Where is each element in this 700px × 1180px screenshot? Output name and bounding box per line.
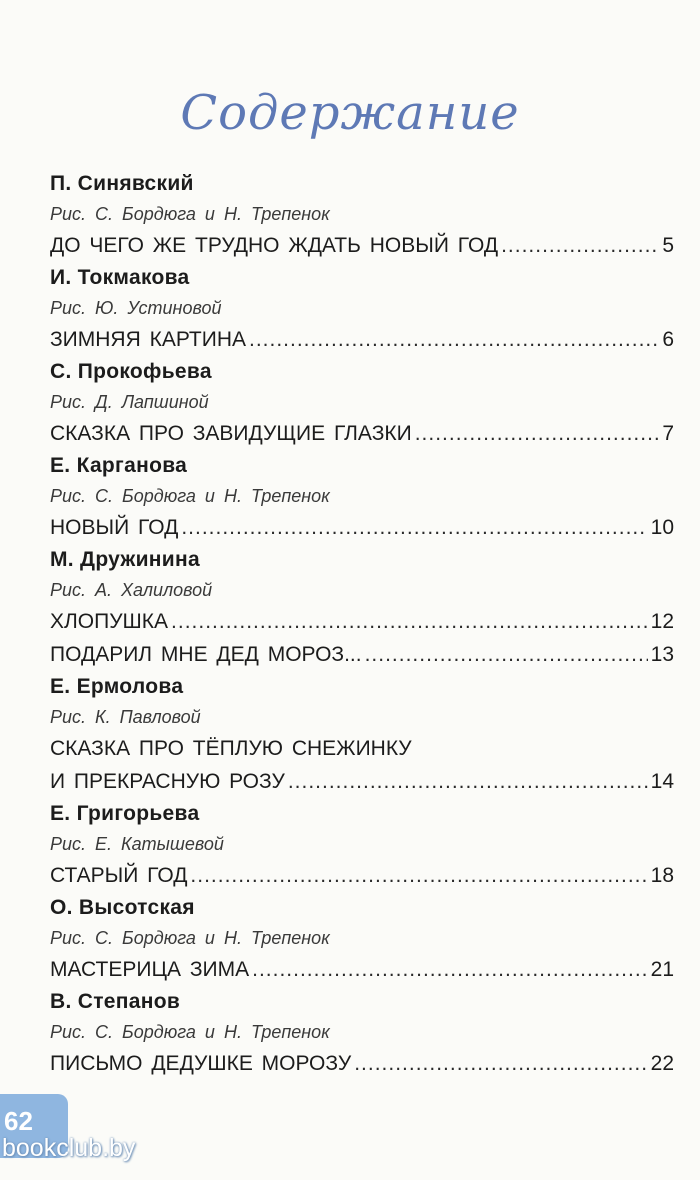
entry-page-number: 12 xyxy=(650,610,674,633)
dot-leader xyxy=(354,1047,647,1080)
entry-title: И ПРЕКРАСНУЮ РОЗУ xyxy=(50,770,285,793)
author-name: О. Высотская xyxy=(50,896,195,919)
dot-leader xyxy=(190,859,647,892)
illustrator-credit: Рис. К. Павловой xyxy=(50,707,201,727)
illustrator-credit: Рис. Ю. Устиновой xyxy=(50,298,222,318)
toc-entry[interactable] xyxy=(50,511,674,544)
entry-page-number: 10 xyxy=(650,516,674,539)
entry-page-number: 13 xyxy=(650,643,674,666)
toc-entry[interactable] xyxy=(50,417,674,450)
illustrator-credit: Рис. С. Бордюга и Н. Трепенок xyxy=(50,204,330,224)
toc-section xyxy=(50,892,674,986)
toc-entry[interactable] xyxy=(50,953,674,986)
illustrator-credit: Рис. С. Бордюга и Н. Трепенок xyxy=(50,1022,330,1042)
author-name: С. Прокофьева xyxy=(50,360,212,383)
entry-title: ЗИМНЯЯ КАРТИНА xyxy=(50,328,246,351)
dot-leader xyxy=(171,605,648,638)
dot-leader xyxy=(249,323,659,356)
author-name: Е. Карганова xyxy=(50,454,188,477)
entry-page-number: 21 xyxy=(650,958,674,981)
toc-section xyxy=(50,798,674,892)
dot-leader xyxy=(501,229,659,262)
entry-title: ДО ЧЕГО ЖЕ ТРУДНО ЖДАТЬ НОВЫЙ ГОД xyxy=(50,234,499,257)
toc-section xyxy=(50,544,674,671)
entry-title: ПИСЬМО ДЕДУШКЕ МОРОЗУ xyxy=(50,1052,352,1075)
dot-leader xyxy=(365,638,648,671)
entry-page-number: 14 xyxy=(650,770,674,793)
entry-page-number: 5 xyxy=(662,234,674,257)
dot-leader xyxy=(415,417,660,450)
toc-entry[interactable] xyxy=(50,605,674,638)
author-name: В. Степанов xyxy=(50,990,181,1013)
toc-entry[interactable] xyxy=(50,765,674,798)
illustrator-credit: Рис. Д. Лапшиной xyxy=(50,392,209,412)
toc-entry[interactable] xyxy=(50,859,674,892)
author-name: Е. Ермолова xyxy=(50,675,184,698)
entry-page-number: 7 xyxy=(662,422,674,445)
toc-entry[interactable] xyxy=(50,229,674,262)
page-title: Содержание xyxy=(180,85,520,141)
illustrator-credit: Рис. С. Бордюга и Н. Трепенок xyxy=(50,928,330,948)
author-name: Е. Григорьева xyxy=(50,802,200,825)
entry-page-number: 18 xyxy=(650,864,674,887)
toc-entry[interactable] xyxy=(50,323,674,356)
toc-section xyxy=(50,671,674,798)
entry-title-first-line[interactable]: СКАЗКА ПРО ТЁПЛУЮ СНЕЖИНКУ xyxy=(50,737,412,760)
toc-section xyxy=(50,986,674,1080)
entry-title: СКАЗКА ПРО ЗАВИДУЩИЕ ГЛАЗКИ xyxy=(50,422,412,445)
toc-section xyxy=(50,356,674,450)
author-name: П. Синявский xyxy=(50,172,194,195)
toc-entry[interactable] xyxy=(50,638,674,671)
entry-title: ПОДАРИЛ МНЕ ДЕД МОРОЗ... xyxy=(50,643,362,666)
dot-leader xyxy=(181,511,647,544)
entry-title: СТАРЫЙ ГОД xyxy=(50,864,188,887)
illustrator-credit: Рис. С. Бордюга и Н. Трепенок xyxy=(50,486,330,506)
entry-title: МАСТЕРИЦА ЗИМА xyxy=(50,958,250,981)
entry-title: ХЛОПУШКА xyxy=(50,610,169,633)
entry-page-number: 6 xyxy=(662,328,674,351)
author-name: М. Дружинина xyxy=(50,548,200,571)
toc-section xyxy=(50,262,674,356)
page-number: 62 xyxy=(4,1106,33,1136)
toc-entry[interactable] xyxy=(50,1047,674,1080)
dot-leader xyxy=(288,765,648,798)
entry-page-number: 22 xyxy=(650,1052,674,1075)
toc-section xyxy=(50,168,674,262)
entry-title: НОВЫЙ ГОД xyxy=(50,516,179,539)
illustrator-credit: Рис. Е. Катышевой xyxy=(50,834,224,854)
illustrator-credit: Рис. А. Халиловой xyxy=(50,580,213,600)
author-name: И. Токмакова xyxy=(50,266,190,289)
watermark: bookclub.by xyxy=(2,1134,136,1162)
dot-leader xyxy=(252,953,648,986)
toc-section xyxy=(50,450,674,544)
table-of-contents xyxy=(50,168,674,1080)
